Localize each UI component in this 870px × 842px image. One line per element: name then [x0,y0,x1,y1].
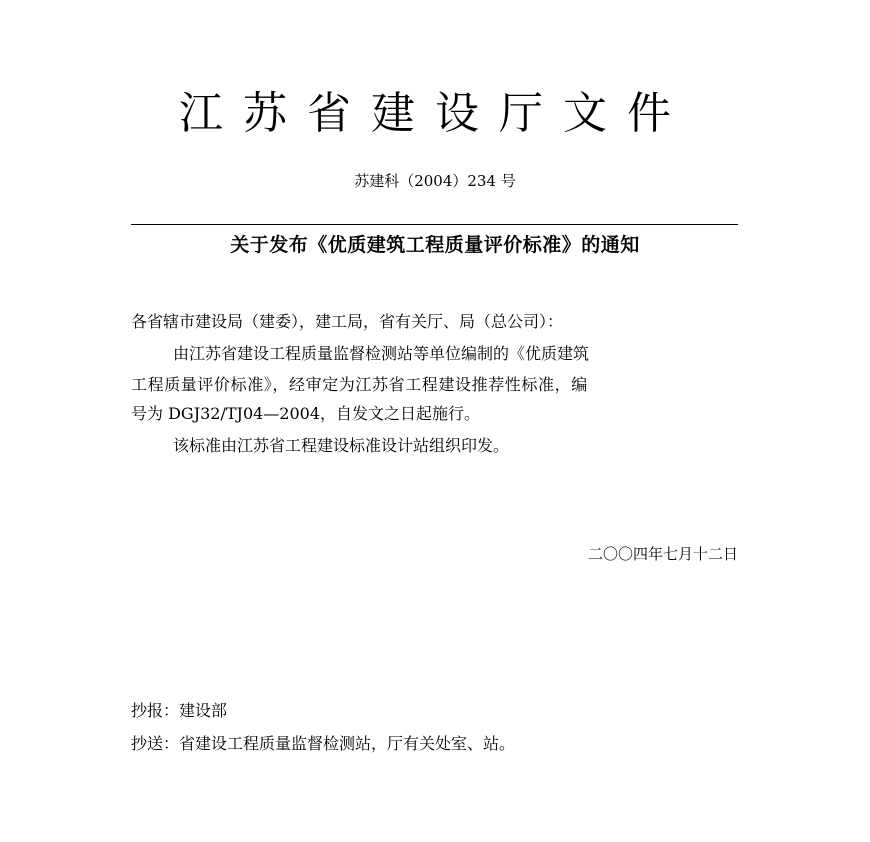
document-number: 苏建科（2004）234 号 [354,172,516,190]
paragraph-1-line-2: 工程质量评价标准》，经审定为江苏省工程建设推荐性标准，编 [131,375,588,394]
paragraph-1-line-3: 号为 DGJ32/TJ04—2004，自发文之日起施行。 [131,404,481,423]
header-divider [131,224,738,225]
notice-title: 关于发布《优质建筑工程质量评价标准》的通知 [230,234,640,256]
document-header: 江苏省建设厅文件 [179,88,691,139]
paragraph-1-line-1: 由江苏省建设工程质量监督检测站等单位编制的《优质建筑 [173,344,590,363]
issue-date: 二〇〇四年七月十二日 [587,545,738,563]
paragraph-2: 该标准由江苏省工程建设标准设计站组织印发。 [173,436,510,455]
salutation: 各省辖市建设局（建委），建工局，省有关厅、局（总公司）： [131,312,564,331]
cc-send: 抄送：省建设工程质量监督检测站，厅有关处室、站。 [131,734,516,753]
cc-report: 抄报：建设部 [131,701,228,720]
